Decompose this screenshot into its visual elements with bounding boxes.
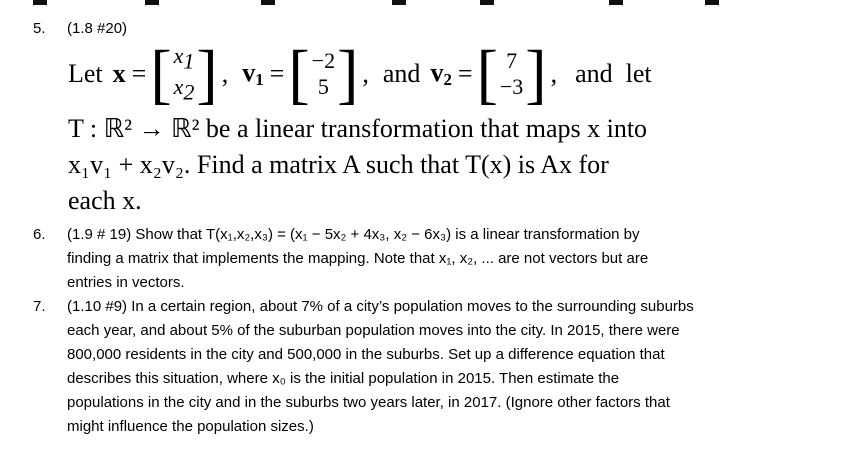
problem-7-line-5: populations in the city and in the suburbs two years later, in 2017. (Ignore other factors that — [67, 394, 670, 411]
problem-6-line-3: entries in vectors. — [67, 274, 185, 291]
problem-7-line-2: each year, and about 5% of the suburban population moves into the city. In 2015, there were — [67, 322, 680, 339]
problem-7-line-4: describes this situation, where x₀ is the initial population in 2015. Then estimate the — [67, 370, 620, 387]
problem-5-reference: (1.8 #20) — [67, 20, 128, 37]
problem-7-number: 7. — [33, 298, 46, 315]
problem-5-body — [68, 36, 768, 215]
problem-7-line-6: might influence the population sizes.) — [67, 418, 314, 435]
x-entry-1: x1 — [173, 42, 195, 73]
v2-vector: [ 7 −3 ] — [476, 36, 547, 111]
x-label: x — [112, 59, 126, 88]
v2-label: $v_2$ — [430, 57, 452, 90]
problem-5-definitions: Let x = [ x1 x2 ] , $v_1$ = [ −2 5 ] , and $v_2$ = [ 7 −3 ] , and let — [68, 36, 652, 111]
x-entry-2: x2 — [173, 74, 195, 105]
top-edge-artifacts — [0, 0, 855, 6]
problem-7-line-3: 800,000 residents in the city and 500,000 in the suburbs. Set up a difference equation that — [67, 346, 665, 363]
problem-5-line-3: x₁v₁ + x₂v₂. Find a matrix A such that T(x) is Ax for — [68, 150, 609, 179]
and-let-words: and let — [575, 59, 652, 88]
v1-entry-1: −2 — [311, 48, 336, 73]
v1-vector: [ −2 5 ] — [288, 36, 359, 111]
x-vector: [ x1 x2 ] — [150, 36, 218, 111]
problem-5-line-2: T : ℝ² → ℝ² be a linear transformation that maps x into — [68, 114, 648, 143]
let-word: Let — [68, 59, 103, 88]
problem-5-number: 5. — [33, 20, 46, 37]
v2-entry-1: 7 — [506, 48, 518, 73]
v2-entry-2: −3 — [499, 74, 524, 99]
v1-entry-2: 5 — [317, 74, 329, 99]
problem-5-line-4: each x. — [68, 186, 142, 215]
and-word: and — [382, 59, 421, 88]
problem-6-number: 6. — [33, 226, 46, 243]
problem-6-line-2: finding a matrix that implements the mapping. Note that x₁, x₂, ... are not vectors but are — [67, 250, 649, 267]
problem-6-line-1: (1.9 # 19) Show that T(x₁,x₂,x₃) = (x₁ − 5x₂ + 4x₃, x₂ − 6x₃) is a linear transformation by — [67, 226, 640, 243]
v1-label: $v_1$ — [242, 57, 264, 90]
problem-7-line-1: (1.10 #9) In a certain region, about 7% of a city’s population moves to the surrounding suburbs — [67, 298, 694, 315]
